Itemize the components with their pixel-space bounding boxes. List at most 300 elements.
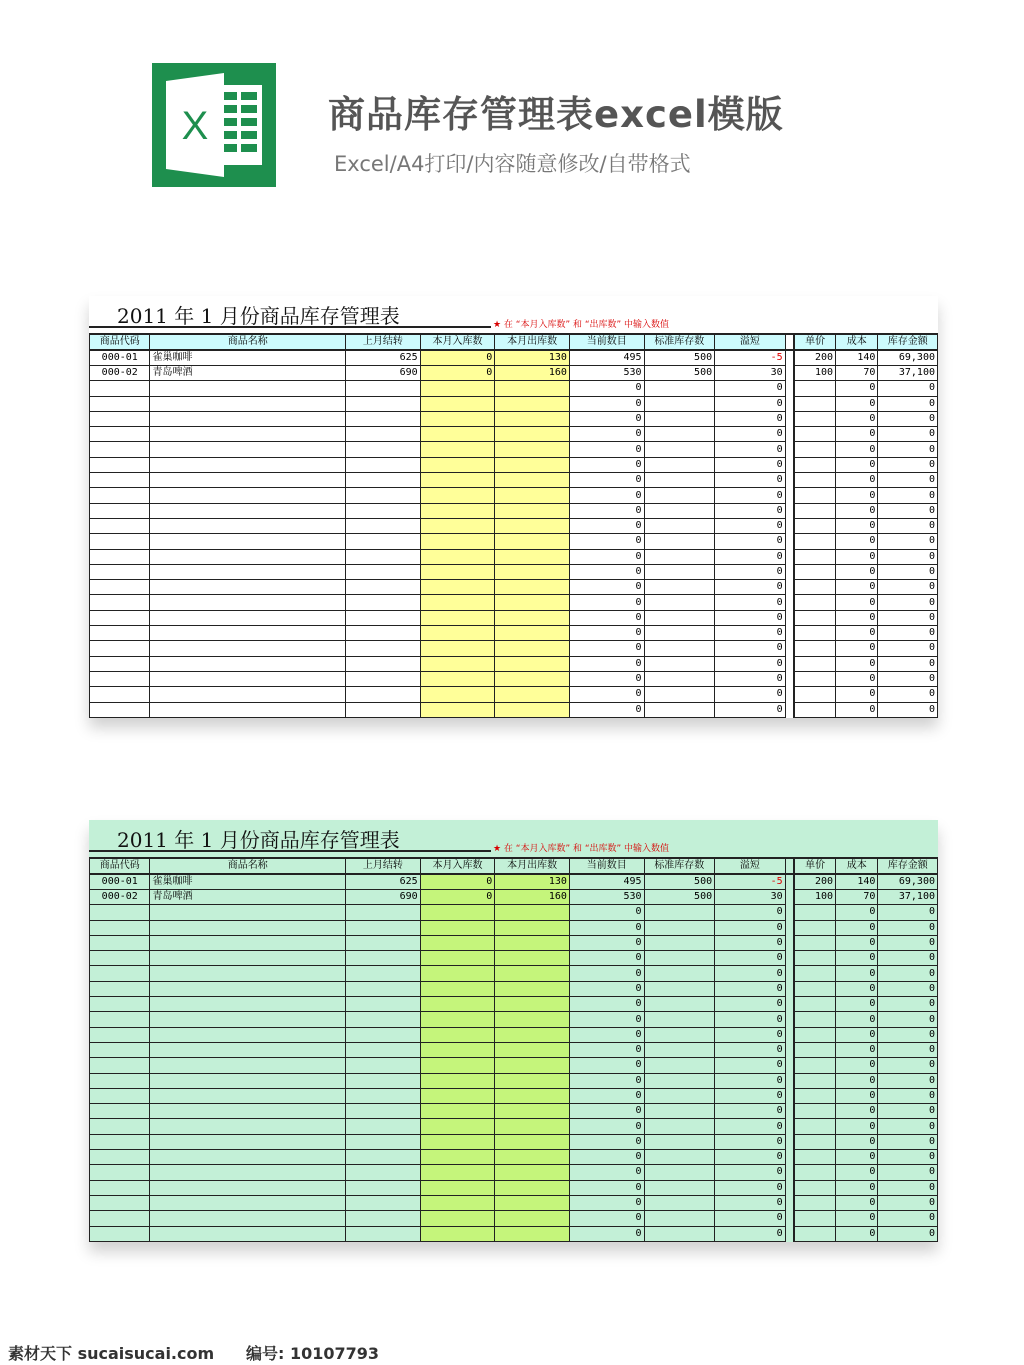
table-cell[interactable]: [794, 457, 835, 472]
table-cell[interactable]: 70: [836, 366, 878, 381]
table-cell[interactable]: 0: [836, 905, 878, 920]
table-cell[interactable]: [644, 1027, 715, 1042]
table-cell[interactable]: 0: [878, 1180, 938, 1195]
table-cell[interactable]: 0: [836, 549, 878, 564]
table-cell[interactable]: [90, 997, 150, 1012]
table-cell[interactable]: [346, 1195, 421, 1210]
table-cell[interactable]: 0: [836, 920, 878, 935]
table-cell[interactable]: [495, 1012, 570, 1027]
table-cell[interactable]: 0: [836, 1058, 878, 1073]
table-cell[interactable]: 0: [878, 564, 938, 579]
table-cell[interactable]: [420, 1165, 495, 1180]
table-cell[interactable]: [794, 473, 835, 488]
table-cell[interactable]: [495, 580, 570, 595]
table-cell[interactable]: [420, 1073, 495, 1088]
table-cell[interactable]: 0: [569, 1119, 644, 1134]
table-cell[interactable]: 69,300: [878, 350, 938, 366]
table-cell[interactable]: 0: [836, 1027, 878, 1042]
table-cell[interactable]: 0: [836, 396, 878, 411]
table-cell[interactable]: 0: [569, 503, 644, 518]
table-cell[interactable]: [420, 488, 495, 503]
table-cell[interactable]: [420, 564, 495, 579]
table-cell[interactable]: 130: [495, 874, 570, 890]
table-cell[interactable]: [420, 656, 495, 671]
table-cell[interactable]: [346, 549, 421, 564]
column-header[interactable]: 上月结转: [346, 858, 421, 874]
table-cell[interactable]: 0: [878, 381, 938, 396]
table-cell[interactable]: [90, 687, 150, 702]
table-cell[interactable]: [644, 595, 715, 610]
table-cell[interactable]: 0: [878, 1027, 938, 1042]
table-cell[interactable]: [495, 1211, 570, 1226]
table-cell[interactable]: 0: [715, 1211, 786, 1226]
table-cell[interactable]: [90, 457, 150, 472]
table-cell[interactable]: 0: [569, 1226, 644, 1241]
table-cell[interactable]: [644, 656, 715, 671]
table-cell[interactable]: [495, 1027, 570, 1042]
table-cell[interactable]: [346, 1027, 421, 1042]
table-cell[interactable]: [346, 905, 421, 920]
table-cell[interactable]: 0: [715, 534, 786, 549]
table-cell[interactable]: [495, 626, 570, 641]
table-cell[interactable]: [90, 905, 150, 920]
table-cell[interactable]: [495, 656, 570, 671]
table-cell[interactable]: 0: [836, 503, 878, 518]
table-cell[interactable]: 200: [794, 350, 835, 366]
table-cell[interactable]: [495, 518, 570, 533]
table-cell[interactable]: [90, 564, 150, 579]
table-cell[interactable]: [346, 1165, 421, 1180]
column-header[interactable]: 商品名称: [150, 334, 346, 350]
table-cell[interactable]: [495, 966, 570, 981]
table-cell[interactable]: [420, 1150, 495, 1165]
table-cell[interactable]: 0: [569, 518, 644, 533]
table-cell[interactable]: 0: [836, 671, 878, 686]
table-cell[interactable]: [90, 951, 150, 966]
table-cell[interactable]: 0: [878, 610, 938, 625]
table-cell[interactable]: [794, 981, 835, 996]
table-cell[interactable]: 140: [836, 350, 878, 366]
table-cell[interactable]: 0: [878, 687, 938, 702]
table-cell[interactable]: 0: [569, 626, 644, 641]
table-cell[interactable]: 0: [569, 1104, 644, 1119]
table-cell[interactable]: [644, 564, 715, 579]
table-cell[interactable]: [644, 610, 715, 625]
table-cell[interactable]: 0: [836, 473, 878, 488]
table-cell[interactable]: [90, 626, 150, 641]
table-cell[interactable]: 0: [715, 381, 786, 396]
table-cell[interactable]: [346, 518, 421, 533]
table-cell[interactable]: [90, 442, 150, 457]
table-cell[interactable]: [346, 920, 421, 935]
table-cell[interactable]: 0: [878, 396, 938, 411]
table-cell[interactable]: [420, 427, 495, 442]
table-cell[interactable]: [420, 1119, 495, 1134]
table-cell[interactable]: 0: [878, 595, 938, 610]
column-header[interactable]: 单价: [794, 858, 835, 874]
table-cell[interactable]: [346, 381, 421, 396]
table-cell[interactable]: [495, 1226, 570, 1241]
table-cell[interactable]: [150, 396, 346, 411]
table-cell[interactable]: [794, 610, 835, 625]
table-cell[interactable]: [794, 381, 835, 396]
table-cell[interactable]: 0: [715, 518, 786, 533]
table-cell[interactable]: 雀巢咖啡: [150, 874, 346, 890]
table-cell[interactable]: [794, 1150, 835, 1165]
table-cell[interactable]: [794, 951, 835, 966]
table-cell[interactable]: [495, 1180, 570, 1195]
table-cell[interactable]: [644, 905, 715, 920]
table-cell[interactable]: 160: [495, 890, 570, 905]
table-cell[interactable]: 0: [420, 874, 495, 890]
table-cell[interactable]: [794, 641, 835, 656]
table-cell[interactable]: [90, 473, 150, 488]
table-cell[interactable]: [420, 1134, 495, 1149]
table-cell[interactable]: [644, 1195, 715, 1210]
table-cell[interactable]: 160: [495, 366, 570, 381]
table-cell[interactable]: 690: [346, 890, 421, 905]
table-cell[interactable]: 0: [836, 981, 878, 996]
table-cell[interactable]: [90, 503, 150, 518]
table-cell[interactable]: [346, 442, 421, 457]
table-cell[interactable]: [794, 534, 835, 549]
table-cell[interactable]: 0: [715, 1058, 786, 1073]
table-cell[interactable]: [150, 1027, 346, 1042]
table-cell[interactable]: 0: [569, 981, 644, 996]
table-cell[interactable]: 0: [878, 1119, 938, 1134]
table-cell[interactable]: [495, 1134, 570, 1149]
table-cell[interactable]: [150, 1134, 346, 1149]
column-header[interactable]: 本月入库数: [420, 334, 495, 350]
table-cell[interactable]: 495: [569, 874, 644, 890]
table-cell[interactable]: [794, 411, 835, 426]
table-cell[interactable]: [150, 1180, 346, 1195]
table-cell[interactable]: [150, 1058, 346, 1073]
table-cell[interactable]: 0: [878, 518, 938, 533]
table-cell[interactable]: 0: [569, 1073, 644, 1088]
table-cell[interactable]: 0: [878, 1058, 938, 1073]
table-cell[interactable]: [794, 1195, 835, 1210]
table-cell[interactable]: [794, 1226, 835, 1241]
table-cell[interactable]: [420, 1027, 495, 1042]
table-cell[interactable]: 0: [878, 641, 938, 656]
table-cell[interactable]: 0: [420, 890, 495, 905]
table-cell[interactable]: [346, 1119, 421, 1134]
table-cell[interactable]: [150, 457, 346, 472]
table-cell[interactable]: [420, 580, 495, 595]
table-cell[interactable]: [644, 1042, 715, 1057]
table-cell[interactable]: 0: [836, 1119, 878, 1134]
table-cell[interactable]: 0: [569, 1058, 644, 1073]
table-cell[interactable]: 0: [569, 1088, 644, 1103]
table-cell[interactable]: [644, 457, 715, 472]
table-cell[interactable]: [644, 1073, 715, 1088]
table-cell[interactable]: [150, 549, 346, 564]
table-cell[interactable]: [90, 381, 150, 396]
table-cell[interactable]: [420, 1012, 495, 1027]
column-header[interactable]: 溢短: [715, 858, 786, 874]
table-cell[interactable]: [90, 1119, 150, 1134]
table-cell[interactable]: [644, 641, 715, 656]
table-cell[interactable]: [644, 1058, 715, 1073]
table-cell[interactable]: [794, 1211, 835, 1226]
table-cell[interactable]: [150, 1226, 346, 1241]
table-cell[interactable]: 0: [878, 1165, 938, 1180]
table-cell[interactable]: [346, 935, 421, 950]
table-cell[interactable]: [90, 1088, 150, 1103]
table-cell[interactable]: [90, 935, 150, 950]
table-cell[interactable]: [644, 951, 715, 966]
table-cell[interactable]: [794, 564, 835, 579]
table-cell[interactable]: 0: [836, 1165, 878, 1180]
table-cell[interactable]: 0: [420, 350, 495, 366]
table-cell[interactable]: 0: [569, 1027, 644, 1042]
table-cell[interactable]: 0: [878, 1211, 938, 1226]
table-cell[interactable]: 0: [715, 1012, 786, 1027]
table-cell[interactable]: [346, 981, 421, 996]
table-cell[interactable]: 0: [836, 641, 878, 656]
table-cell[interactable]: [150, 626, 346, 641]
table-cell[interactable]: 69,300: [878, 874, 938, 890]
table-cell[interactable]: 0: [836, 1211, 878, 1226]
table-cell[interactable]: [346, 564, 421, 579]
table-cell[interactable]: [346, 411, 421, 426]
table-cell[interactable]: [495, 488, 570, 503]
table-cell[interactable]: 0: [878, 1088, 938, 1103]
table-cell[interactable]: [90, 1180, 150, 1195]
table-cell[interactable]: 0: [878, 1104, 938, 1119]
table-cell[interactable]: [150, 656, 346, 671]
table-cell[interactable]: [794, 905, 835, 920]
table-cell[interactable]: 500: [644, 874, 715, 890]
table-cell[interactable]: 0: [715, 1180, 786, 1195]
table-cell[interactable]: 200: [794, 874, 835, 890]
table-cell[interactable]: 0: [715, 1104, 786, 1119]
table-cell[interactable]: 0: [569, 702, 644, 717]
table-cell[interactable]: 0: [878, 1226, 938, 1241]
table-cell[interactable]: [150, 534, 346, 549]
table-cell[interactable]: 0: [878, 473, 938, 488]
table-cell[interactable]: [346, 457, 421, 472]
table-cell[interactable]: [346, 966, 421, 981]
table-cell[interactable]: [90, 671, 150, 686]
column-header[interactable]: 当前数目: [569, 858, 644, 874]
table-cell[interactable]: 0: [715, 1119, 786, 1134]
column-header[interactable]: 商品代码: [90, 858, 150, 874]
table-cell[interactable]: 0: [836, 381, 878, 396]
table-cell[interactable]: [794, 702, 835, 717]
table-cell[interactable]: [150, 381, 346, 396]
table-cell[interactable]: 0: [569, 610, 644, 625]
table-cell[interactable]: [495, 427, 570, 442]
table-cell[interactable]: [644, 626, 715, 641]
table-cell[interactable]: [150, 1073, 346, 1088]
table-cell[interactable]: 0: [878, 488, 938, 503]
table-cell[interactable]: 0: [715, 951, 786, 966]
table-cell[interactable]: [420, 1226, 495, 1241]
table-cell[interactable]: [90, 610, 150, 625]
table-cell[interactable]: [794, 1088, 835, 1103]
column-header[interactable]: 成本: [836, 858, 878, 874]
table-cell[interactable]: 0: [836, 1226, 878, 1241]
table-cell[interactable]: 530: [569, 890, 644, 905]
table-cell[interactable]: 0: [878, 534, 938, 549]
table-cell[interactable]: 690: [346, 366, 421, 381]
table-cell[interactable]: 0: [715, 920, 786, 935]
table-cell[interactable]: 100: [794, 366, 835, 381]
table-cell[interactable]: [495, 641, 570, 656]
table-cell[interactable]: [794, 671, 835, 686]
column-header[interactable]: 本月入库数: [420, 858, 495, 874]
table-cell[interactable]: [495, 997, 570, 1012]
table-cell[interactable]: [495, 1088, 570, 1103]
table-cell[interactable]: [794, 1012, 835, 1027]
column-header[interactable]: 标准库存数: [644, 334, 715, 350]
table-cell[interactable]: [90, 427, 150, 442]
table-cell[interactable]: [420, 641, 495, 656]
table-cell[interactable]: 0: [836, 595, 878, 610]
table-cell[interactable]: [794, 656, 835, 671]
table-cell[interactable]: 0: [715, 641, 786, 656]
table-cell[interactable]: 0: [569, 396, 644, 411]
table-cell[interactable]: [644, 534, 715, 549]
table-cell[interactable]: [150, 641, 346, 656]
table-cell[interactable]: 000-01: [90, 350, 150, 366]
table-cell[interactable]: 0: [715, 1150, 786, 1165]
table-cell[interactable]: 0: [878, 427, 938, 442]
table-cell[interactable]: [346, 702, 421, 717]
table-cell[interactable]: [644, 687, 715, 702]
table-cell[interactable]: [90, 595, 150, 610]
table-cell[interactable]: [420, 442, 495, 457]
table-cell[interactable]: 青岛啤酒: [150, 890, 346, 905]
table-cell[interactable]: 0: [878, 981, 938, 996]
table-cell[interactable]: 30: [715, 366, 786, 381]
table-cell[interactable]: [90, 1104, 150, 1119]
table-cell[interactable]: [420, 966, 495, 981]
table-cell[interactable]: 0: [715, 427, 786, 442]
table-cell[interactable]: [794, 687, 835, 702]
table-cell[interactable]: [420, 503, 495, 518]
table-cell[interactable]: 0: [569, 473, 644, 488]
table-cell[interactable]: 0: [836, 687, 878, 702]
table-cell[interactable]: 37,100: [878, 890, 938, 905]
table-cell[interactable]: [420, 935, 495, 950]
table-cell[interactable]: 500: [644, 350, 715, 366]
table-cell[interactable]: 0: [569, 427, 644, 442]
table-cell[interactable]: [346, 951, 421, 966]
table-cell[interactable]: 0: [569, 442, 644, 457]
table-cell[interactable]: [150, 702, 346, 717]
table-cell[interactable]: [346, 427, 421, 442]
table-cell[interactable]: [794, 396, 835, 411]
table-cell[interactable]: [794, 997, 835, 1012]
table-cell[interactable]: [420, 381, 495, 396]
table-cell[interactable]: 0: [715, 457, 786, 472]
table-cell[interactable]: 000-01: [90, 874, 150, 890]
table-cell[interactable]: [346, 534, 421, 549]
table-cell[interactable]: [150, 1150, 346, 1165]
table-cell[interactable]: [794, 488, 835, 503]
table-cell[interactable]: [420, 411, 495, 426]
table-cell[interactable]: 0: [715, 503, 786, 518]
table-cell[interactable]: 0: [569, 534, 644, 549]
table-cell[interactable]: 0: [836, 518, 878, 533]
table-cell[interactable]: 0: [715, 656, 786, 671]
column-header[interactable]: 库存金额: [878, 334, 938, 350]
table-cell[interactable]: [794, 1165, 835, 1180]
table-cell[interactable]: [495, 1150, 570, 1165]
table-cell[interactable]: [346, 671, 421, 686]
table-cell[interactable]: [495, 935, 570, 950]
table-cell[interactable]: [346, 1150, 421, 1165]
table-cell[interactable]: 000-02: [90, 890, 150, 905]
table-cell[interactable]: [150, 473, 346, 488]
table-cell[interactable]: [495, 549, 570, 564]
table-cell[interactable]: [495, 411, 570, 426]
table-cell[interactable]: [150, 442, 346, 457]
table-cell[interactable]: [346, 580, 421, 595]
table-cell[interactable]: 0: [715, 702, 786, 717]
table-cell[interactable]: [420, 951, 495, 966]
table-cell[interactable]: [420, 997, 495, 1012]
table-cell[interactable]: [346, 1211, 421, 1226]
table-cell[interactable]: 0: [715, 564, 786, 579]
table-cell[interactable]: [150, 671, 346, 686]
table-cell[interactable]: 0: [878, 966, 938, 981]
table-cell[interactable]: [644, 981, 715, 996]
table-cell[interactable]: 0: [836, 997, 878, 1012]
table-cell[interactable]: 0: [878, 626, 938, 641]
table-cell[interactable]: [90, 1226, 150, 1241]
table-cell[interactable]: [794, 920, 835, 935]
table-cell[interactable]: 0: [715, 549, 786, 564]
table-cell[interactable]: [794, 1073, 835, 1088]
table-cell[interactable]: [794, 1042, 835, 1057]
table-cell[interactable]: [420, 595, 495, 610]
table-cell[interactable]: [90, 641, 150, 656]
table-cell[interactable]: [644, 1012, 715, 1027]
table-cell[interactable]: 0: [836, 1195, 878, 1210]
table-cell[interactable]: [150, 610, 346, 625]
table-cell[interactable]: [150, 1211, 346, 1226]
table-cell[interactable]: 0: [715, 997, 786, 1012]
table-cell[interactable]: [644, 488, 715, 503]
column-header[interactable]: 成本: [836, 334, 878, 350]
table-cell[interactable]: [495, 473, 570, 488]
table-cell[interactable]: 0: [878, 1150, 938, 1165]
table-cell[interactable]: [495, 1042, 570, 1057]
table-cell[interactable]: 495: [569, 350, 644, 366]
table-cell[interactable]: 0: [836, 534, 878, 549]
table-cell[interactable]: [644, 1165, 715, 1180]
table-cell[interactable]: [150, 1119, 346, 1134]
table-cell[interactable]: [150, 411, 346, 426]
table-cell[interactable]: [346, 997, 421, 1012]
table-cell[interactable]: 0: [836, 442, 878, 457]
table-cell[interactable]: 0: [569, 595, 644, 610]
table-cell[interactable]: [644, 549, 715, 564]
table-cell[interactable]: 0: [878, 935, 938, 950]
table-cell[interactable]: [644, 1088, 715, 1103]
table-cell[interactable]: 0: [715, 687, 786, 702]
table-cell[interactable]: [644, 1134, 715, 1149]
table-cell[interactable]: [420, 1104, 495, 1119]
table-cell[interactable]: 500: [644, 890, 715, 905]
table-cell[interactable]: 0: [715, 1042, 786, 1057]
table-cell[interactable]: 0: [878, 1073, 938, 1088]
table-cell[interactable]: 0: [715, 966, 786, 981]
